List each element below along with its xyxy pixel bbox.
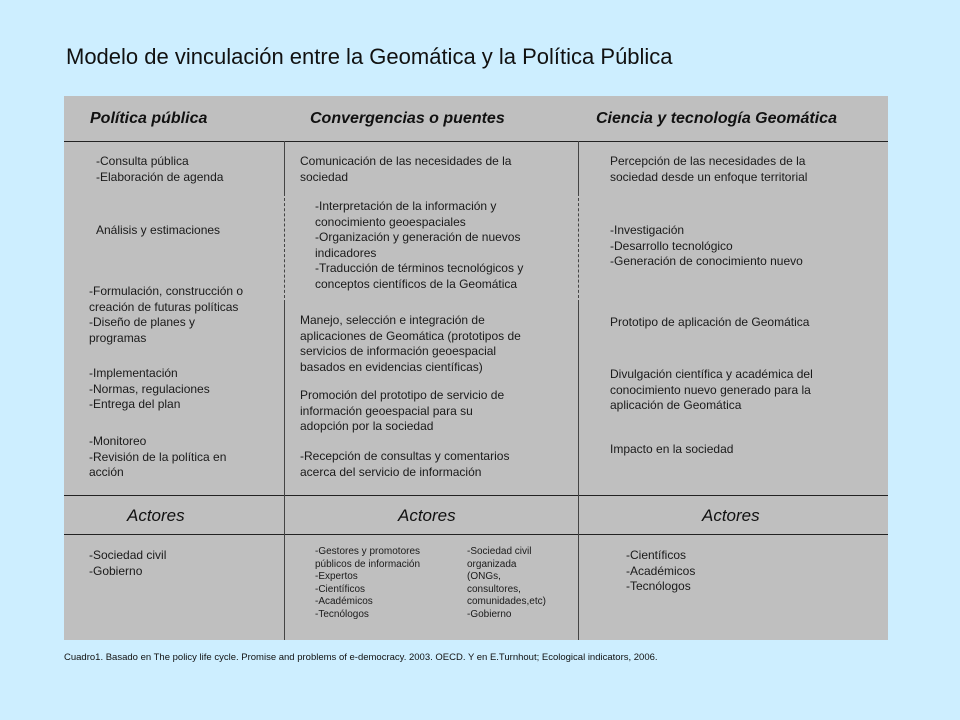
header-convergencias: Convergencias o puentes: [310, 110, 505, 127]
list-item: -Gobierno: [89, 563, 143, 578]
col1-block-4: [89, 366, 210, 413]
col2-block-4: [300, 388, 504, 435]
text-line: -Entrega del plan: [89, 397, 181, 411]
text-line: Percepción de las necesidades de la: [610, 154, 806, 168]
col3-block-2: [610, 223, 803, 270]
text-line: -Organización y generación de nuevos: [315, 230, 521, 244]
list-item: consultores,: [467, 583, 521, 595]
text-line: acción: [89, 465, 124, 479]
text-line: -Generación de conocimiento nuevo: [610, 254, 803, 268]
text-line: -Recepción de consultas y comentarios: [300, 449, 510, 463]
text-line: creación de futuras políticas: [89, 299, 239, 314]
col1-block-2: [96, 223, 220, 239]
list-item: comunidades,etc): [467, 596, 546, 607]
text-line: basados en evidencias científicas): [300, 359, 483, 374]
col3-block-5: [610, 442, 733, 458]
list-item: -Científicos: [315, 583, 366, 595]
text-line: -Investigación: [610, 223, 685, 237]
col3-block-1: [610, 154, 807, 185]
text-line: servicios de información geoespacial: [300, 344, 497, 358]
text-line: conocimiento nuevo generado para la: [610, 382, 811, 397]
text-line: acerca del servicio de información: [300, 464, 482, 479]
col1-block-5: [89, 434, 226, 481]
col-separator-right-dashed: [578, 198, 579, 298]
text-line: -Desarrollo tecnológico: [610, 238, 733, 253]
col3-block-3: [610, 315, 809, 331]
text-line: conocimiento geoespaciales: [315, 214, 466, 229]
actors-heading-col2: Actores: [398, 506, 456, 525]
text-line: conceptos científicos de la Geomática: [315, 276, 518, 291]
list-item: -Sociedad civil: [89, 548, 167, 562]
text-line: -Interpretación de la información y: [315, 199, 497, 213]
list-item: -Gestores y promotores: [315, 546, 421, 557]
col1-block-3: [89, 284, 243, 346]
actors-heading-col1: Actores: [127, 506, 185, 525]
col-separator-left-top: [284, 141, 285, 196]
text-line: -Implementación: [89, 366, 178, 380]
header-ciencia-geomatica: Ciencia y tecnología Geomática: [596, 110, 837, 127]
list-item: -Sociedad civil: [467, 546, 532, 557]
col2-block-1: [300, 154, 511, 185]
col-separator-left-dashed: [284, 198, 285, 298]
text-line: -Elaboración de agenda: [96, 169, 224, 184]
text-line: indicadores: [315, 245, 377, 260]
text-line: sociedad desde un enfoque territorial: [610, 169, 808, 184]
text-line: -Revisión de la política en: [89, 449, 227, 464]
text-line: -Monitoreo: [89, 434, 147, 448]
text-line: Impacto en la sociedad: [610, 442, 734, 456]
text-line: aplicaciones de Geomática (prototipos de: [300, 328, 521, 343]
actors-list-col2a: [315, 546, 420, 621]
col3-block-4: [610, 367, 813, 414]
col-separator-right-top: [578, 141, 579, 196]
list-item: -Tecnólogos: [626, 579, 691, 593]
header-divider: [64, 141, 888, 142]
list-item: organizada: [467, 558, 517, 570]
text-line: Comunicación de las necesidades de la: [300, 154, 512, 168]
text-line: programas: [89, 330, 147, 345]
text-line: Manejo, selección e integración de: [300, 313, 485, 327]
text-line: Análisis y estimaciones: [96, 223, 221, 237]
text-line: Promoción del prototipo de servicio de: [300, 388, 505, 402]
col2-block-5: [300, 449, 509, 480]
text-line: Divulgación científica y académica del: [610, 367, 813, 381]
actors-top-divider: [64, 495, 888, 496]
text-line: -Normas, regulaciones: [89, 381, 210, 396]
actors-list-col3: [626, 548, 695, 595]
actors-list-col2b: [467, 546, 546, 621]
list-item: -Gobierno: [467, 608, 512, 620]
actors-bottom-divider: [64, 534, 888, 535]
col2-block-2: [315, 199, 523, 292]
col2-block-3: [300, 313, 521, 375]
text-line: sociedad: [300, 169, 349, 184]
text-line: adopción por la sociedad: [300, 419, 434, 433]
text-line: -Formulación, construcción o: [89, 284, 244, 298]
list-item: (ONGs,: [467, 571, 501, 582]
list-item: -Expertos: [315, 571, 358, 582]
actors-list-col1: [89, 548, 166, 579]
list-item: -Tecnólogos: [315, 608, 369, 620]
header-politica-publica: Política pública: [90, 110, 208, 127]
text-line: -Diseño de planes y: [89, 315, 196, 329]
list-item: -Académicos: [315, 596, 373, 607]
page-title: Modelo de vinculación entre la Geomática y la Política Pública: [66, 44, 673, 69]
text-line: -Consulta pública: [96, 154, 189, 168]
col1-block-1: [96, 154, 223, 185]
list-item: -Científicos: [626, 548, 687, 562]
text-line: -Traducción de términos tecnológicos y: [315, 261, 524, 275]
list-item: -Académicos: [626, 563, 696, 578]
actors-heading-col3: Actores: [702, 506, 760, 525]
list-item: públicos de información: [315, 558, 421, 570]
footnote: Cuadro1. Basado en The policy life cycle. Promise and problems of e-democracy. 2003. OECD. Y en E.Turnhout; Ecological indicators, 2006.: [64, 652, 658, 663]
col-separator-right-bottom: [578, 300, 579, 640]
text-line: información geoespacial para su: [300, 403, 473, 418]
text-line: aplicación de Geomática: [610, 398, 742, 412]
text-line: Prototipo de aplicación de Geomática: [610, 315, 810, 329]
col-separator-left-bottom: [284, 300, 285, 640]
